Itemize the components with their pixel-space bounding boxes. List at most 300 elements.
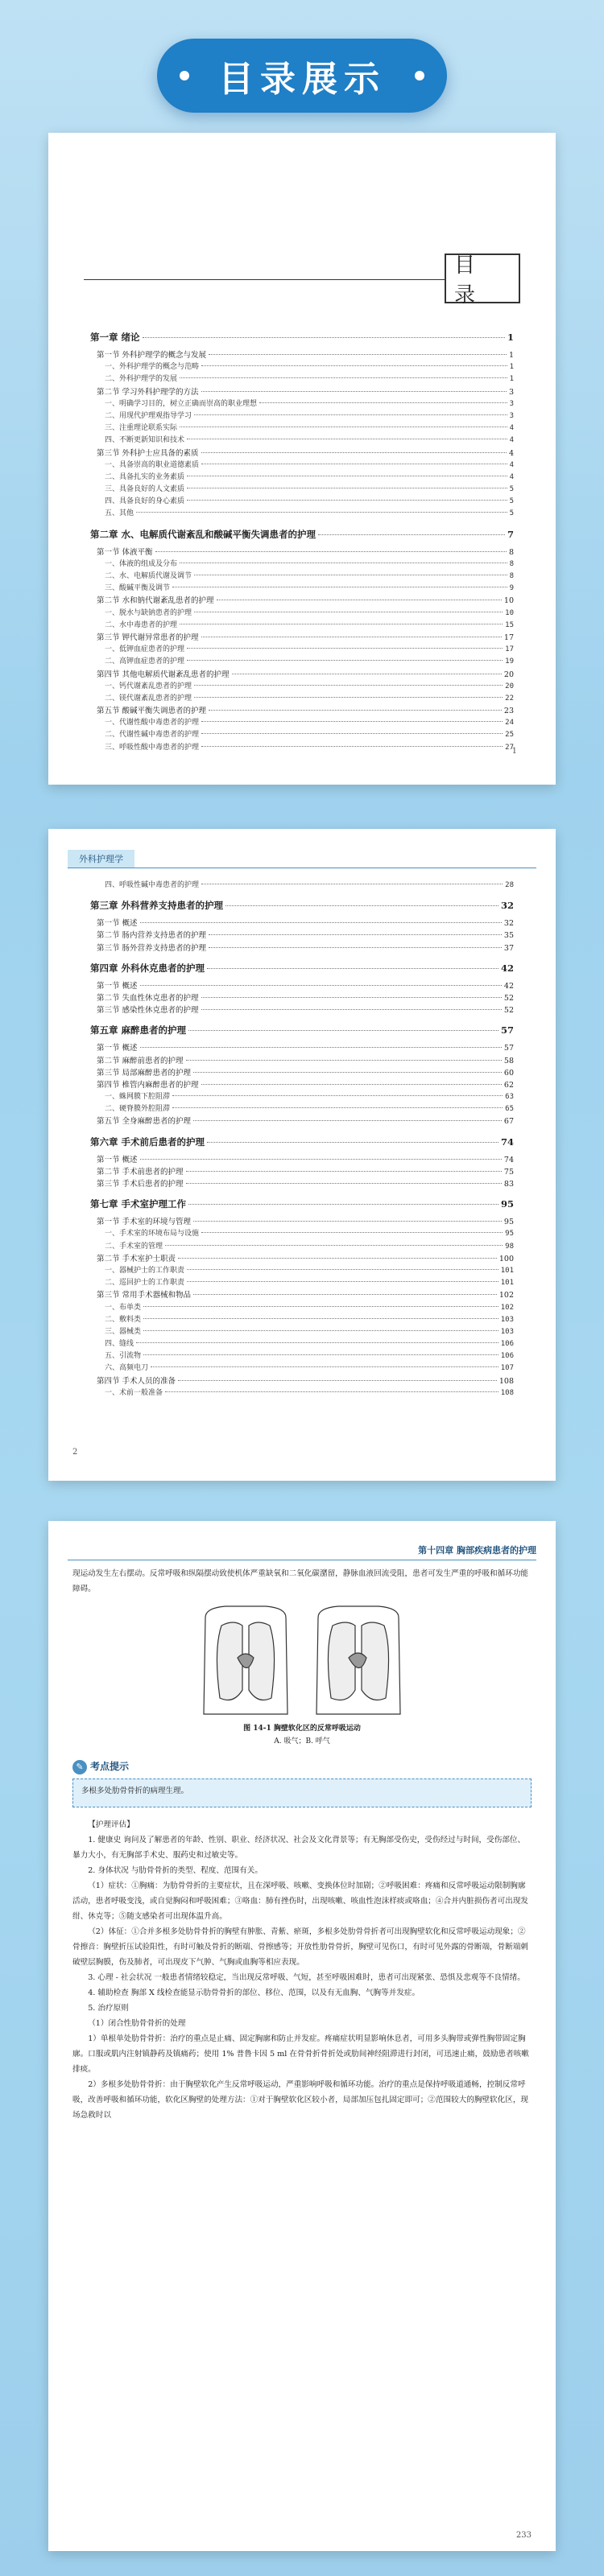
content-paragraph: 2. 身体状况 与肋骨骨折的类型、程度、范围有关。 — [88, 1866, 263, 1875]
toc-entry-page: 35 — [503, 931, 514, 941]
toc-subsection-entry — [90, 692, 514, 704]
toc-dot-leader — [187, 1281, 499, 1282]
toc-entry-page: 5 — [509, 509, 514, 518]
toc-section-entry — [90, 1288, 514, 1300]
toc-entry-page: 10 — [505, 608, 514, 617]
toc-dot-leader — [178, 1380, 497, 1381]
toc-entry-title: 第四节 椎管内麻醉患者的护理 — [97, 1080, 199, 1090]
content-paragraph: 【护理评估】 — [88, 1820, 134, 1829]
toc-entry-page: 3 — [509, 399, 514, 408]
toc-subsection-entry — [90, 495, 514, 507]
toc-dot-leader — [178, 1258, 497, 1259]
toc-chapter-entry — [90, 1136, 514, 1153]
toc-entry-page: 100 — [499, 1254, 514, 1263]
toc-entry-page: 1 — [509, 375, 514, 384]
toc-entry-page: 65 — [505, 1105, 514, 1114]
toc-section-entry — [90, 668, 514, 680]
toc-entry-page: 25 — [505, 731, 514, 740]
toc-entry-page: 98 — [505, 1242, 514, 1251]
toc-dot-leader — [140, 922, 502, 923]
toc-entry-page: 4 — [509, 460, 514, 469]
toc-dot-leader — [165, 1391, 499, 1392]
toc-section-entry — [90, 1165, 514, 1177]
toc-dot-leader — [140, 1159, 502, 1160]
toc-subsection-entry — [90, 459, 514, 471]
toc-entry-page: 4 — [509, 424, 514, 433]
content-paragraph: （1）闭合性肋骨骨折的处理 — [88, 2019, 186, 2028]
banner-dot-right — [415, 71, 424, 80]
toc-subsection-entry — [90, 422, 514, 434]
tip-box: 多根多处肋骨骨折的病理生理。 — [72, 1778, 532, 1807]
toc-subsection-entry — [90, 1313, 514, 1325]
toc-dot-leader — [201, 721, 503, 722]
toc-subsection-entry — [90, 1090, 514, 1103]
toc-subsection-entry — [90, 373, 514, 385]
toc-subsection-entry — [90, 570, 514, 582]
toc-entry-title: 第三节 外科护士应具备的素质 — [97, 448, 199, 458]
toc-subsection-entry — [90, 398, 514, 410]
toc-entry-page: 17 — [503, 633, 514, 642]
toc-entry-title: 第三节 钾代谢异常患者的护理 — [97, 633, 199, 642]
toc-dot-leader — [201, 733, 503, 734]
toc-entry-page: 60 — [503, 1068, 514, 1078]
toc-entry-title: 一、外科护理学的概念与范畴 — [105, 363, 200, 372]
toc-entry-page: 24 — [505, 719, 514, 727]
toc-section-entry — [90, 1004, 514, 1016]
toc-section-entry — [90, 942, 514, 954]
toc-entry-page: 102 — [499, 1291, 514, 1300]
toc-dot-leader — [140, 1047, 502, 1048]
toc-entry-title: 一、手术室的环境布局与设施 — [105, 1230, 200, 1239]
toc-entry-title: 第五节 全身麻醉患者的护理 — [97, 1117, 192, 1127]
toc-section-entry — [90, 631, 514, 643]
toc-entry-title: 第二节 水和钠代谢紊乱患者的护理 — [97, 596, 214, 606]
tip-title: 考点提示 — [90, 1761, 130, 1772]
toc-subsection-entry — [90, 607, 514, 619]
toc-entry-title: 二、用现代护理观指导学习 — [105, 411, 192, 420]
content-paragraph: 1）单根单处肋骨骨折：治疗的重点是止痛、固定胸廓和防止并发症。疼痛症状明显影响休息者，可用多头胸带或弹性胸带固定胸廓。口服或肌内注射镇静药及镇痛药；使用 1% 普鲁卡因 5 ml 在骨骨折骨折处或肋间神经阻滞进行封闭，可迅速止痛，鼓励患者咳嗽排痰。 — [72, 2034, 529, 2074]
toc-section-entry — [90, 704, 514, 716]
content-paragraph: 3. 心理 - 社会状况 一般患者情绪较稳定，当出现反常呼吸、气短，甚至呼吸困难时，患者可出现紧张、恐惧及悲观等不良情绪。 — [88, 1973, 525, 1982]
toc-section-entry — [90, 1177, 514, 1189]
toc-section-entry — [90, 385, 514, 398]
toc-entry-page: 106 — [500, 1340, 514, 1349]
toc-dot-leader — [187, 500, 507, 501]
toc-entry-title: 四、呼吸性碱中毒患者的护理 — [105, 881, 200, 889]
toc-dot-leader — [193, 1072, 502, 1073]
toc-page-2 — [48, 829, 556, 1481]
toc-entry-title: 第三节 局部麻醉患者的护理 — [97, 1068, 192, 1078]
toc-entry-title: 第一节 外科护理学的概念与发展 — [97, 351, 207, 360]
toc-entry-title: 第五节 酸碱平衡失调患者的护理 — [97, 707, 207, 716]
toc-section-entry — [90, 991, 514, 1004]
toc-chapter-entry — [90, 528, 514, 546]
toc-entry-title: 一、器械护士的工作职责 — [105, 1266, 185, 1275]
toc-entry-page: 63 — [505, 1093, 514, 1102]
toc-section-entry — [90, 917, 514, 929]
toc-subsection-entry — [90, 643, 514, 655]
toc-entry-page: 74 — [500, 1136, 514, 1148]
toc-dot-leader — [143, 1354, 499, 1355]
toc-subsection-entry — [90, 1350, 514, 1362]
toc-entry-title: 一、蛛网膜下腔阻滞 — [105, 1093, 171, 1102]
toc-dot-leader — [136, 1342, 499, 1343]
toc-entry-page: 10 — [503, 596, 514, 606]
toc-chapter-entry — [90, 899, 514, 917]
toc-entry-page: 101 — [500, 1266, 514, 1275]
toc-dot-leader — [193, 1120, 502, 1121]
toc-dot-leader — [172, 1095, 503, 1096]
toc-dot-leader — [188, 1204, 499, 1205]
running-header: 第十四章 胸部疾病患者的护理 — [68, 1544, 536, 1560]
toc-entry-page: 23 — [503, 707, 514, 716]
toc-section-entry — [90, 1115, 514, 1127]
toc-entry-page: 108 — [500, 1388, 514, 1397]
toc-entry-page: 103 — [500, 1315, 514, 1324]
toc-entry-page: 3 — [508, 387, 514, 397]
toc-entry-title: 第一节 概述 — [97, 919, 138, 929]
toc-dot-leader — [140, 985, 502, 986]
toc-chapter-entry — [90, 962, 514, 979]
toc-subsection-entry — [90, 655, 514, 667]
toc-entry-title: 二、具备扎实的业务素质 — [105, 472, 185, 481]
toc-chapter-entry — [90, 331, 514, 348]
toc-subsection-entry — [90, 1240, 514, 1252]
toc-entry-page: 4 — [509, 436, 514, 445]
toc-dot-leader — [143, 1330, 499, 1331]
toc-dot-leader — [136, 512, 507, 513]
content-paragraph: 1. 健康史 询问及了解患者的年龄、性别、职业、经济状况、社会及文化背景等；有无胸部受伤史，受伤经过与时间，受伤部位、暴力大小，有无胸部手术史、服药史和过敏史等。 — [72, 1836, 526, 1860]
toc-entry-title: 第二节 失血性休克患者的护理 — [97, 993, 199, 1003]
toc-entry-page: 52 — [503, 1006, 514, 1016]
toc-dot-leader — [193, 1221, 502, 1222]
toc-section-entry — [90, 1215, 514, 1227]
toc-entry-title: 二、水、电解质代谢及调节 — [105, 572, 192, 580]
toc-dot-leader — [209, 947, 502, 948]
toc-dot-leader — [201, 391, 507, 392]
toc-dot-leader — [143, 1318, 499, 1319]
toc-heading: 目 录 — [445, 253, 520, 303]
toc-dot-leader — [187, 1269, 499, 1270]
toc-dot-leader — [225, 905, 499, 906]
toc-entry-title: 二、外科护理学的发展 — [105, 375, 178, 384]
toc-entry-page: 37 — [503, 943, 514, 953]
toc-entry-title: 第二节 肠内营养支持患者的护理 — [97, 931, 207, 941]
content-paragraph: 2）多根多处肋骨骨折：由于胸壁软化产生反常呼吸运动，严重影响呼吸和循环功能。治疗的重点是保持呼吸道通畅，控制反常呼吸，改善呼吸和循环功能，软化区胸壁的处理方法：①对于胸壁软化区较小者，局部加压包扎固定即可；②范围较大的胸壁软化区，现场急救时以 — [72, 2080, 529, 2120]
toc-entry-title: 第二章 水、电解质代谢紊乱和酸碱平衡失调患者的护理 — [90, 528, 316, 540]
content-paragraph: （2）体征：①合并多根多处肋骨骨折的胸壁有肿胀、青紫、瘀斑，多根多处肋骨骨折者可出现胸壁软化和反常呼吸运动现象；②骨擦音：胸壁折压试验阳性，有时可触及骨折的断端、骨擦感等；开放性肋骨骨折，胸壁可见伤口，有时可见外露的骨断端，骨断端刺破壁层胸膜，伤及肺者，可出现皮下气肿、气胸或血胸等相应表现。 — [72, 1927, 529, 1967]
toc-chapter-entry — [90, 1197, 514, 1215]
toc-dot-leader — [194, 685, 503, 686]
toc-entry-title: 第三节 肠外营养支持患者的护理 — [97, 943, 207, 953]
toc-entry-title: 第七章 手术室护理工作 — [90, 1198, 187, 1210]
toc-entry-title: 一、术前一般准备 — [105, 1388, 163, 1397]
toc-entry-title: 二、敷料类 — [105, 1315, 142, 1324]
banner-title: 目录展示 — [218, 59, 386, 100]
toc-subsection-entry — [90, 1325, 514, 1337]
toc-page-1 — [48, 133, 556, 785]
toc-entry-page: 1 — [507, 332, 514, 343]
toc-dot-leader — [194, 414, 507, 415]
toc-entry-page: 107 — [500, 1364, 514, 1373]
toc-subsection-entry — [90, 879, 514, 891]
toc-subsection-entry — [90, 410, 514, 422]
toc-entry-page: 95 — [503, 1218, 514, 1227]
toc-entry-page: 103 — [500, 1327, 514, 1336]
toc-entry-title: 六、高频电刀 — [105, 1364, 149, 1373]
toc-section-entry — [90, 929, 514, 941]
toc-subsection-entry — [90, 1362, 514, 1374]
toc-entry-page: 20 — [503, 670, 514, 679]
toc-entry-page: 67 — [503, 1117, 514, 1127]
figure-subcaption: A. 吸气；B. 呼气 — [274, 1737, 330, 1745]
toc-entry-page: 27 — [505, 743, 514, 752]
toc-entry-page: 1 — [508, 351, 514, 360]
toc-dot-leader — [151, 1366, 499, 1367]
toc-dot-leader — [201, 746, 503, 747]
toc-dot-leader — [194, 697, 503, 698]
toc-dot-leader — [201, 997, 502, 998]
toc-dot-leader — [186, 1060, 502, 1061]
toc-entry-page: 8 — [508, 547, 514, 557]
banner-dot-left — [180, 71, 189, 80]
toc-entry-page: 28 — [505, 881, 514, 889]
toc-section-entry — [90, 1375, 514, 1387]
toc-dot-leader — [155, 551, 507, 552]
toc-entry-title: 四、具备良好的身心素质 — [105, 497, 185, 506]
toc-entry-page: 95 — [500, 1198, 514, 1210]
content-page — [48, 1521, 556, 2551]
toc-section-entry — [90, 1252, 514, 1264]
toc-entry-page: 22 — [505, 694, 514, 703]
toc-chapter-entry — [90, 1024, 514, 1041]
toc-subsection-entry — [90, 483, 514, 495]
toc-list — [90, 879, 514, 1399]
toc-entry-page: 7 — [507, 528, 514, 540]
toc-subsection-entry — [90, 1387, 514, 1399]
toc-entry-page: 42 — [500, 962, 514, 974]
toc-entry-title: 第一章 绪论 — [90, 332, 140, 343]
toc-subsection-entry — [90, 361, 514, 373]
chest-diagram — [189, 1601, 415, 1722]
toc-entry-title: 第五章 麻醉患者的护理 — [90, 1024, 187, 1037]
toc-subsection-entry — [90, 471, 514, 483]
content-paragraph: 4. 辅助检查 胸部 X 线检查能显示肋骨骨折的部位、移位、范围，以及有无血胸、气胸等并发症。 — [88, 1989, 420, 1997]
toc-dot-leader — [143, 1306, 499, 1307]
toc-section-entry — [90, 1153, 514, 1165]
page-number: 2 — [72, 1448, 78, 1457]
toc-entry-page: 52 — [503, 993, 514, 1003]
toc-entry-page: 57 — [503, 1044, 514, 1053]
toc-dot-leader — [172, 1107, 503, 1108]
toc-entry-title: 第二节 手术前患者的护理 — [97, 1167, 184, 1177]
toc-entry-page: 8 — [509, 559, 514, 568]
toc-subsection-entry — [90, 728, 514, 740]
toc-entry-title: 三、具备良好的人文素质 — [105, 485, 185, 494]
toc-section-entry — [90, 979, 514, 991]
toc-dot-leader — [209, 934, 502, 935]
toc-section-entry — [90, 546, 514, 558]
toc-entry-title: 三、注重理论联系实际 — [105, 424, 178, 433]
toc-entry-page: 42 — [503, 981, 514, 991]
toc-entry-title: 第四节 其他电解质代谢紊乱患者的护理 — [97, 670, 230, 679]
toc-entry-title: 二、巡回护士的工作职责 — [105, 1279, 185, 1288]
toc-entry-page: 15 — [505, 620, 514, 629]
toc-dot-leader — [209, 354, 507, 355]
toc-entry-title: 四、缝线 — [105, 1340, 134, 1349]
toc-entry-title: 第三节 常用手术器械和物品 — [97, 1291, 192, 1300]
toc-dot-leader — [143, 337, 505, 338]
toc-subsection-entry — [90, 716, 514, 728]
tip-icon: ✎ — [72, 1760, 87, 1774]
toc-section-entry — [90, 1078, 514, 1090]
toc-dot-leader — [165, 1245, 503, 1246]
toc-entry-title: 一、布单类 — [105, 1303, 142, 1312]
toc-entry-title: 二、手术室的管理 — [105, 1242, 163, 1251]
toc-entry-page: 3 — [509, 411, 514, 420]
toc-entry-title: 一、体液的组成及分布 — [105, 559, 178, 568]
toc-entry-title: 五、引流物 — [105, 1352, 142, 1361]
toc-entry-page: 62 — [503, 1080, 514, 1090]
toc-entry-title: 第一节 概述 — [97, 1155, 138, 1164]
toc-entry-page: 101 — [500, 1279, 514, 1288]
toc-dot-leader — [201, 365, 507, 366]
toc-entry-title: 第三章 外科营养支持患者的护理 — [90, 900, 224, 912]
content-body — [72, 1817, 532, 2123]
toc-entry-page: 4 — [509, 472, 514, 481]
toc-entry-title: 一、钙代谢紊乱患者的护理 — [105, 682, 192, 690]
toc-entry-page: 8 — [509, 572, 514, 580]
toc-entry-page: 106 — [500, 1352, 514, 1361]
toc-entry-title: 二、水中毒患者的护理 — [105, 620, 178, 629]
toc-dot-leader — [187, 660, 503, 661]
toc-entry-page: 75 — [503, 1167, 514, 1177]
toc-entry-page: 57 — [500, 1024, 514, 1037]
toc-subsection-entry — [90, 558, 514, 570]
toc-entry-title: 第一节 概述 — [97, 981, 138, 991]
toc-entry-page: 95 — [505, 1230, 514, 1239]
toc-dot-leader — [201, 1009, 502, 1010]
toc-entry-page: 102 — [500, 1303, 514, 1312]
toc-section-entry — [90, 1054, 514, 1066]
toc-subsection-entry — [90, 741, 514, 753]
toc-entry-page: 17 — [505, 645, 514, 654]
content-paragraph: 5. 治疗原则 — [88, 2004, 129, 2013]
toc-subsection-entry — [90, 1276, 514, 1288]
toc-entry-title: 第六章 手术前后患者的护理 — [90, 1136, 205, 1148]
content-paragraph: （1）症状：①胸痛：为肋骨骨折的主要症状，且在深呼吸、咳嗽、变换体位时加剧；②呼吸困难：疼痛和反常呼吸运动限制胸廓活动，患者呼吸变浅，或自觉胸闷和呼吸困难；③咯血：肺有挫伤时，出现咳嗽、咳血性泡沫样痰或咯血；④合并内脏损伤者可出现发绀、休克等；⑤随支感染者可出现体温升高。 — [72, 1882, 529, 1921]
toc-subsection-entry — [90, 1264, 514, 1276]
toc-dot-leader — [193, 1294, 497, 1295]
toc-entry-page: 9 — [509, 584, 514, 593]
toc-entry-title: 三、酸碱平衡及调节 — [105, 584, 171, 593]
page-number: 1 — [511, 747, 517, 756]
toc-entry-title: 一、脱水与缺钠患者的护理 — [105, 608, 192, 617]
toc-dot-leader — [201, 1084, 502, 1085]
toc-entry-page: 108 — [499, 1376, 514, 1386]
toc-entry-title: 三、呼吸性酸中毒患者的护理 — [105, 743, 200, 752]
toc-section-entry — [90, 594, 514, 606]
section-banner — [157, 39, 447, 113]
toc-dot-leader — [207, 1142, 499, 1143]
toc-entry-title: 二、高钾血症患者的护理 — [105, 657, 185, 666]
toc-entry-page: 32 — [503, 919, 514, 929]
toc-entry-title: 一、低钾血症患者的护理 — [105, 645, 185, 654]
toc-entry-title: 一、明确学习目的，树立正确而崇高的职业理想 — [105, 399, 258, 408]
toc-dot-leader — [188, 1030, 499, 1031]
figure-caption: 图 14-1 胸壁软化区的反常呼吸运动 — [243, 1725, 361, 1733]
toc-section-entry — [90, 447, 514, 459]
toc-entry-title: 第一节 概述 — [97, 1044, 138, 1053]
toc-dot-leader — [186, 1183, 502, 1184]
toc-subsection-entry — [90, 619, 514, 631]
toc-entry-title: 第四章 外科休克患者的护理 — [90, 962, 205, 974]
toc-entry-page: 58 — [503, 1056, 514, 1065]
toc-subsection-entry — [90, 507, 514, 519]
toc-dot-leader — [186, 1171, 502, 1172]
toc-dot-leader — [259, 402, 507, 403]
toc-subsection-entry — [90, 1103, 514, 1115]
toc-dot-leader — [180, 377, 507, 378]
toc-entry-title: 二、代谢性碱中毒患者的护理 — [105, 731, 200, 740]
toc-subsection-entry — [90, 434, 514, 446]
toc-entry-title: 第四节 手术人员的准备 — [97, 1376, 176, 1386]
toc-entry-title: 二、镁代谢紊乱患者的护理 — [105, 694, 192, 703]
toc-entry-page: 32 — [500, 900, 514, 912]
toc-entry-title: 第二节 学习外科护理学的方法 — [97, 387, 199, 397]
toc-entry-page: 5 — [509, 485, 514, 494]
toc-dot-leader — [201, 452, 507, 453]
toc-entry-title: 一、具备崇高的职业道德素质 — [105, 460, 200, 469]
toc-entry-title: 第三节 感染性休克患者的护理 — [97, 1006, 199, 1016]
toc-entry-page: 83 — [503, 1180, 514, 1189]
toc-entry-page: 74 — [503, 1155, 514, 1164]
toc-entry-page: 1 — [509, 363, 514, 372]
toc-entry-title: 第一节 手术室的环境与管理 — [97, 1218, 192, 1227]
toc-entry-page: 4 — [508, 448, 514, 458]
toc-subsection-entry — [90, 582, 514, 594]
toc-subsection-entry — [90, 1227, 514, 1239]
toc-dot-leader — [318, 534, 505, 535]
toc-dot-leader — [187, 648, 503, 649]
toc-entry-page: 5 — [509, 497, 514, 506]
running-header: 外科护理学 — [68, 850, 134, 868]
toc-entry-title: 第二节 手术室护士职责 — [97, 1254, 176, 1263]
toc-entry-title: 一、代谢性酸中毒患者的护理 — [105, 719, 200, 727]
toc-dot-leader — [201, 1232, 503, 1233]
toc-entry-title: 四、不断更新知识和技术 — [105, 436, 185, 445]
toc-section-entry — [90, 1041, 514, 1053]
toc-entry-title: 第一节 体液平衡 — [97, 547, 153, 557]
page-number: 233 — [515, 2531, 532, 2540]
toc-list — [90, 323, 514, 753]
intro-paragraph: 现运动发生左右摆动。反常呼吸和纵隔摆动致使机体严重缺氧和二氧化碳潴留，静脉血液回流受阻，患者可发生严重的呼吸和循环功能障碍。 — [72, 1569, 529, 1593]
toc-entry-page: 20 — [505, 682, 514, 690]
toc-entry-title: 第三节 手术后患者的护理 — [97, 1180, 184, 1189]
toc-dot-leader — [207, 968, 499, 969]
toc-entry-title: 第二节 麻醉前患者的护理 — [97, 1056, 184, 1065]
toc-entry-title: 五、其他 — [105, 509, 134, 518]
toc-subsection-entry — [90, 1301, 514, 1313]
toc-entry-page: 19 — [505, 657, 514, 666]
toc-subsection-entry — [90, 1337, 514, 1350]
toc-section-entry — [90, 348, 514, 361]
toc-entry-title: 二、硬脊膜外腔阻滞 — [105, 1105, 171, 1114]
toc-subsection-entry — [90, 680, 514, 692]
toc-section-entry — [90, 1066, 514, 1078]
toc-dot-leader — [209, 710, 502, 711]
toc-entry-title: 三、器械类 — [105, 1327, 142, 1336]
